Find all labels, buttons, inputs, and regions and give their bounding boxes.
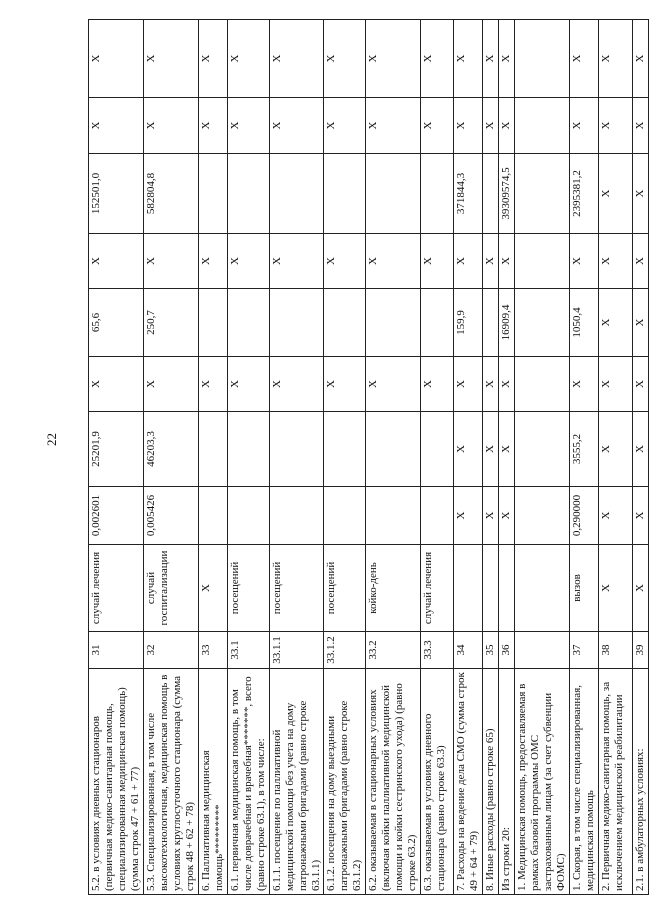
table-row	[198, 20, 227, 895]
table-cell: X	[632, 98, 648, 154]
table-cell: X	[143, 357, 198, 412]
table-row	[499, 20, 515, 895]
table-cell	[366, 487, 421, 545]
table-cell: X	[454, 412, 483, 487]
table-cell: X	[483, 357, 499, 412]
table-cell: 25201,9	[89, 412, 144, 487]
row-label-cell: 6.1. первичная медицинская помощь, в том числе доврачебная и врачебная*******, всего (равно строке 63.1), в том числе:	[227, 669, 269, 895]
data-table	[88, 19, 649, 895]
table-cell	[515, 154, 570, 234]
table-row	[89, 20, 144, 895]
table-cell: X	[454, 487, 483, 545]
table-cell: X	[598, 487, 632, 545]
table-cell: X	[632, 289, 648, 357]
table-cell: 46203,3	[143, 412, 198, 487]
table-cell	[269, 412, 324, 487]
page-number: 22	[44, 433, 59, 446]
table-cell: X	[227, 357, 269, 412]
table-cell	[227, 289, 269, 357]
table-cell: 152501,0	[89, 154, 144, 234]
table-cell: X	[421, 20, 454, 98]
table-cell: X	[483, 20, 499, 98]
table-cell: 65,6	[89, 289, 144, 357]
table-cell: X	[324, 20, 366, 98]
table-cell: 37	[570, 632, 599, 669]
table-row	[421, 20, 454, 895]
table-cell: X	[598, 20, 632, 98]
table-cell: X	[198, 357, 227, 412]
table-cell: X	[454, 98, 483, 154]
table-cell	[324, 487, 366, 545]
table-cell: X	[421, 357, 454, 412]
table-cell: X	[269, 20, 324, 98]
table-cell	[198, 487, 227, 545]
table-cell: X	[499, 234, 515, 289]
table-cell: X	[598, 545, 632, 632]
table-cell	[483, 545, 499, 632]
table-cell: X	[421, 98, 454, 154]
row-label-cell: 6.2. оказываемая в стационарных условиях (включая койки паллиативной медицинской помощи и койки сестринского ухода) (равно строке 63.2)	[366, 669, 421, 895]
table-cell: X	[198, 98, 227, 154]
table-cell: X	[324, 98, 366, 154]
table-cell: 38	[598, 632, 632, 669]
table-cell: X	[198, 20, 227, 98]
table-cell: X	[632, 20, 648, 98]
table-cell	[515, 98, 570, 154]
table-cell: X	[269, 357, 324, 412]
row-label-cell: 6.1.1. посещение по паллиативной медицинской помощи без учета на дому патронажными бригадами (равно строке 63.1.1)	[269, 669, 324, 895]
row-label-cell: 5.3. Специализированная, в том числе высокотехнологичная, медицинская помощь в условиях круглосуточного стационара (сумма строк 48 + 62 + 78)	[143, 669, 198, 895]
table-cell: 16909,4	[499, 289, 515, 357]
table-cell: X	[632, 487, 648, 545]
table-cell: X	[632, 154, 648, 234]
row-label-cell: 6. Паллиативная медицинская помощь*********	[198, 669, 227, 895]
table-cell: X	[454, 20, 483, 98]
table-cell: X	[198, 545, 227, 632]
table-cell: X	[227, 20, 269, 98]
table-row	[598, 20, 632, 895]
table-cell	[515, 357, 570, 412]
table-cell: 582804,8	[143, 154, 198, 234]
table-cell: X	[269, 98, 324, 154]
row-label-cell: 6.3. оказываемая в условиях дневного стационара (равно строке 63.3)	[421, 669, 454, 895]
table-cell: 35	[483, 632, 499, 669]
table-cell: X	[366, 98, 421, 154]
table-cell: 33.1.2	[324, 632, 366, 669]
table-row	[269, 20, 324, 895]
table-cell: X	[570, 357, 599, 412]
table-cell: 0,005426	[143, 487, 198, 545]
table-cell	[366, 289, 421, 357]
table-cell: 371844,3	[454, 154, 483, 234]
table-cell	[421, 154, 454, 234]
table-cell	[483, 289, 499, 357]
table-cell: 0,002601	[89, 487, 144, 545]
table-cell: X	[632, 545, 648, 632]
table-cell: X	[499, 357, 515, 412]
row-label-cell: 1. Скорая, в том числе специализированная, медицинская помощь	[570, 669, 599, 895]
table-cell	[515, 412, 570, 487]
table-cell: X	[143, 234, 198, 289]
table-cell: X	[570, 234, 599, 289]
table-cell: X	[227, 98, 269, 154]
table-cell	[515, 632, 570, 669]
row-label-cell: 2.1. в амбулаторных условиях:	[632, 669, 648, 895]
table-cell	[515, 487, 570, 545]
table-cell: X	[269, 234, 324, 289]
table-cell: X	[366, 234, 421, 289]
table-cell: случай лечения	[421, 545, 454, 632]
table-cell: X	[454, 357, 483, 412]
row-label-cell: 2. Первичная медико-санитарная помощь, за исключением медицинской реабилитации	[598, 669, 632, 895]
table-cell: 39	[632, 632, 648, 669]
table-cell: 33.1	[227, 632, 269, 669]
table-cell	[198, 289, 227, 357]
table-cell: 250,7	[143, 289, 198, 357]
table-cell: X	[570, 98, 599, 154]
table-cell: X	[632, 234, 648, 289]
table-cell: посещений	[324, 545, 366, 632]
table-cell: 33.1.1	[269, 632, 324, 669]
table-cell	[324, 154, 366, 234]
table-cell	[454, 545, 483, 632]
table-cell: койко-день	[366, 545, 421, 632]
table-cell: X	[598, 357, 632, 412]
table-cell: X	[483, 412, 499, 487]
table-body	[89, 20, 649, 895]
table-cell: X	[598, 289, 632, 357]
table-cell: 33	[198, 632, 227, 669]
table-cell: X	[143, 20, 198, 98]
table-cell	[421, 412, 454, 487]
table-cell: X	[89, 234, 144, 289]
table-cell: X	[499, 98, 515, 154]
table-cell: X	[598, 234, 632, 289]
table-cell: 32	[143, 632, 198, 669]
table-cell: X	[499, 412, 515, 487]
table-cell	[198, 412, 227, 487]
table-cell: 36	[499, 632, 515, 669]
table-cell: 33.2	[366, 632, 421, 669]
table-cell: 159,9	[454, 289, 483, 357]
table-cell: 33.3	[421, 632, 454, 669]
table-cell	[515, 234, 570, 289]
table-cell	[499, 545, 515, 632]
table-cell	[269, 289, 324, 357]
table-row	[515, 20, 570, 895]
table-cell: X	[324, 234, 366, 289]
table-cell	[366, 412, 421, 487]
table-cell	[198, 154, 227, 234]
table-cell	[227, 412, 269, 487]
table-cell	[515, 545, 570, 632]
row-label-cell: Из строки 20:	[499, 669, 515, 895]
table-cell	[515, 289, 570, 357]
table-cell: X	[89, 20, 144, 98]
table-row	[227, 20, 269, 895]
table-cell: 34	[454, 632, 483, 669]
table-cell	[269, 154, 324, 234]
table-cell: X	[598, 154, 632, 234]
table-cell: X	[89, 98, 144, 154]
table-cell: X	[143, 98, 198, 154]
table-cell: X	[570, 20, 599, 98]
row-label-cell: 1. Медицинская помощь, предоставляемая в рамках базовой программы ОМС застрахованным лицам (за счет субвенции ФОМС)	[515, 669, 570, 895]
table-cell: X	[454, 234, 483, 289]
table-cell	[324, 289, 366, 357]
table-row	[324, 20, 366, 895]
table-cell: случай госпитализации	[143, 545, 198, 632]
row-label-cell: 8. Иные расходы (равно строке 65)	[483, 669, 499, 895]
table-cell	[227, 487, 269, 545]
table-cell: X	[483, 234, 499, 289]
table-cell: вызов	[570, 545, 599, 632]
table-row	[454, 20, 483, 895]
table-row	[143, 20, 198, 895]
table-cell: X	[421, 234, 454, 289]
table-cell: 2395381,2	[570, 154, 599, 234]
table-cell: X	[366, 357, 421, 412]
table-cell: 3555,2	[570, 412, 599, 487]
row-label-cell: 6.1.2. посещения на дому выездными патронажными бригадами (равно строке 63.1.2)	[324, 669, 366, 895]
table-cell	[515, 20, 570, 98]
table-row	[632, 20, 648, 895]
table-cell	[324, 412, 366, 487]
table-cell: X	[89, 357, 144, 412]
table-cell: X	[632, 412, 648, 487]
table-row	[570, 20, 599, 895]
table-cell	[483, 154, 499, 234]
table-cell	[421, 289, 454, 357]
table-cell: X	[598, 98, 632, 154]
table-cell: X	[324, 357, 366, 412]
table-cell: X	[499, 487, 515, 545]
table-cell: X	[483, 487, 499, 545]
table-cell	[366, 154, 421, 234]
table-cell: X	[366, 20, 421, 98]
table-cell	[421, 487, 454, 545]
table-cell: 39309574,5	[499, 154, 515, 234]
table-cell: посещений	[227, 545, 269, 632]
table-cell: X	[483, 98, 499, 154]
table-cell	[269, 487, 324, 545]
table-cell: X	[632, 357, 648, 412]
table-row	[483, 20, 499, 895]
table-cell: 0,290000	[570, 487, 599, 545]
table-cell: случай лечения	[89, 545, 144, 632]
table-cell: X	[198, 234, 227, 289]
table-cell: 31	[89, 632, 144, 669]
table-cell	[227, 154, 269, 234]
row-label-cell: 7. Расходы на ведение дела СМО (сумма строк 49 + 64 + 79)	[454, 669, 483, 895]
table-row	[366, 20, 421, 895]
table-cell: 1050,4	[570, 289, 599, 357]
table-cell: X	[499, 20, 515, 98]
program-financing-table	[88, 20, 646, 895]
table-cell: посещений	[269, 545, 324, 632]
table-cell: X	[227, 234, 269, 289]
table-cell: X	[598, 412, 632, 487]
row-label-cell: 5.2. в условиях дневных стационаров (первичная медико-санитарная помощь, специализированная медицинская помощь) (сумма строк 47 + 61 + 77)	[89, 669, 144, 895]
